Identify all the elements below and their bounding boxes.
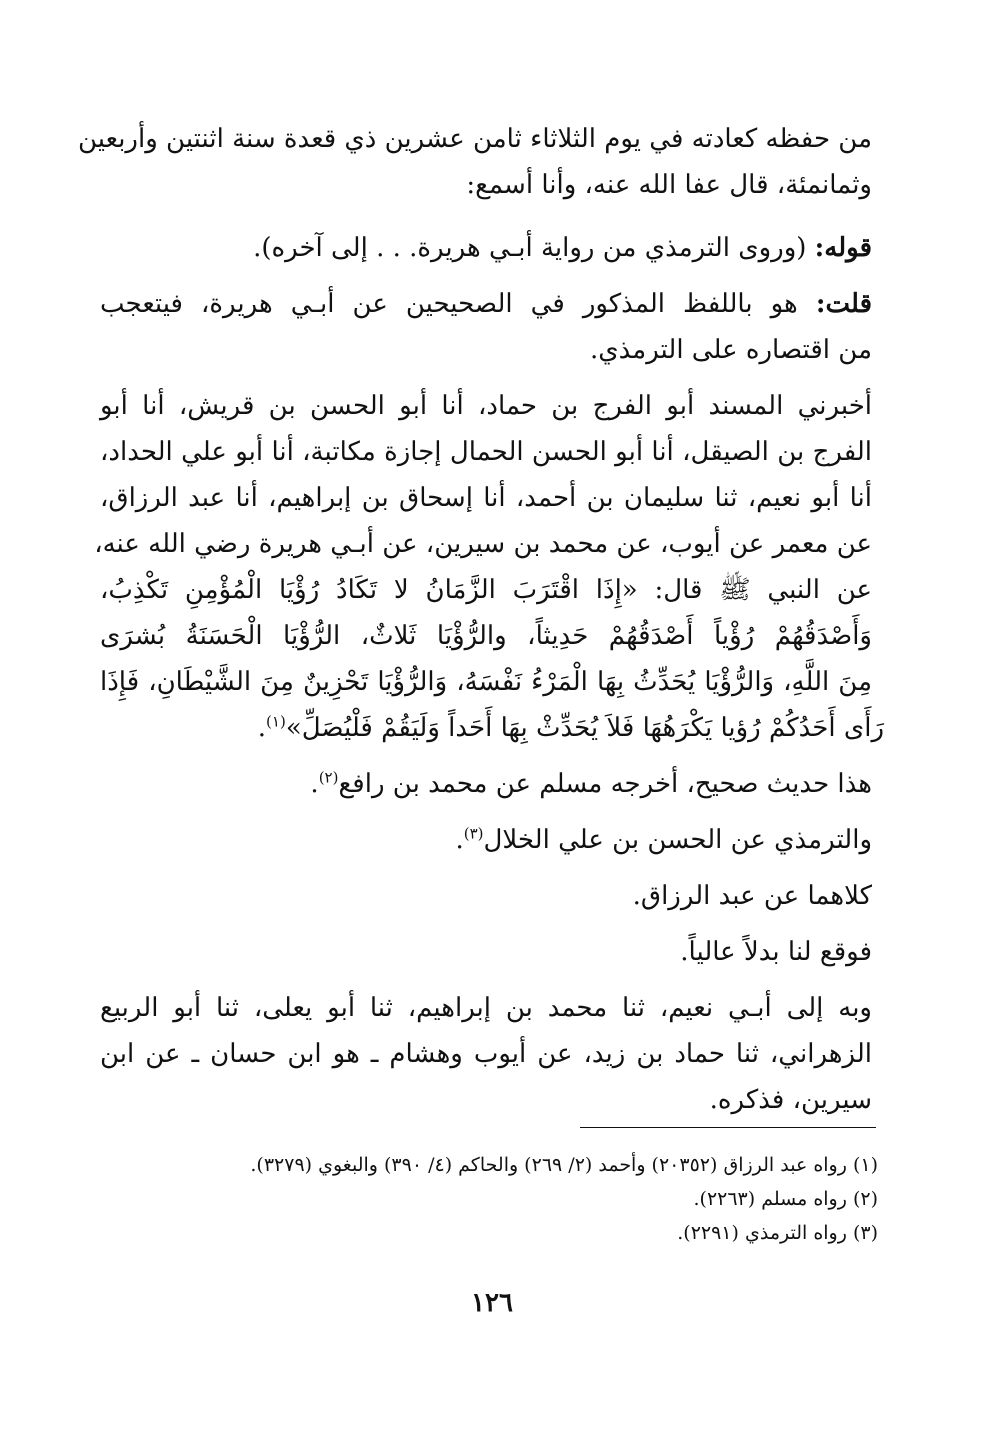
isnad1-line: عن معمر عن أيوب، عن محمد بن سيرين، عن أبـي هريرة رضي الله عنه،: [94, 529, 872, 559]
quote-line: [253, 226, 872, 270]
page-number: ١٢٦: [471, 1288, 513, 1318]
grading-line-4: فوقع لنا بدلاً عالياً.: [680, 937, 872, 967]
hadith-end-text: رَأَى أَحَدُكُمْ رُؤيا يَكْرَهُهَا فَلاَ يُحَدِّثْ بِهَا أَحَداً وَلَيَقُمْ فَلْيُصَلِّ»: [285, 713, 884, 743]
footnote-ref-3: (٣): [463, 824, 484, 843]
footnote-ref-2: (٢): [318, 768, 339, 787]
hadith-line: مِنَ اللَّهِ، وَالرُّؤْيَا يُحَدِّثُ بِهَا الْمَرْءُ نَفْسَهُ، وَالرُّؤْيَا تَحْزِينٌ مِنَ الشَّيْطَانِ، فَإِذَا: [100, 667, 872, 697]
isnad2-line: سيرين، فذكره.: [709, 1085, 872, 1115]
footnote-2: (٢) رواه مسلم (٢٢٦٣).: [693, 1188, 878, 1210]
grading-text-2: والترمذي عن الحسن بن علي الخلال: [483, 825, 872, 855]
period: .: [455, 825, 464, 855]
period: .: [257, 713, 267, 743]
isnad1-line: أنا أبو نعيم، ثنا سليمان بن أحمد، أنا إسحاق بن إبراهيم، أنا عبد الرزاق،: [100, 483, 872, 513]
comment-line-1: [100, 282, 872, 326]
quote-label: قوله:: [814, 233, 872, 263]
isnad1-line: أخبرني المسند أبو الفرج بن حماد، أنا أبو الحسن بن قريش، أنا أبو: [100, 391, 872, 421]
grading-line-3: كلاهما عن عبد الرزاق.: [632, 881, 872, 911]
intro-line-2: وثمانمئة، قال عفا الله عنه، وأنا أسمع:: [466, 170, 872, 200]
isnad2-line: الزهراني، ثنا حماد بن زيد، عن أيوب وهشام ـ هو ابن حسان ـ عن ابن: [100, 1039, 872, 1069]
footnote-1: (١) رواه عبد الرزاق (٢٠٣٥٢) وأحمد (٢/ ٢٦٩) والحاكم (٤/ ٣٩٠) والبغوي (٣٢٧٩).: [250, 1154, 878, 1176]
hadith-line: وَأَصْدَقُهُمْ رُؤْياً أَصْدَقُهُمْ حَدِيثاً، والرُّؤْيَا ثَلاثٌ، الرُّؤْيَا الْحَسَنَةُ بُشرَى: [100, 621, 872, 651]
hadith-line: عن النبي ﷺ قال: «إِذَا اقْتَرَبَ الزَّمَانُ لا تَكَادُ رُؤْيَا الْمُؤْمِنِ تَكْذِبُ،: [100, 575, 872, 605]
quote-text: (وروى الترمذي من رواية أبـي هريرة. . . إلى آخره).: [253, 233, 807, 263]
grading-text-1: هذا حديث صحيح، أخرجه مسلم عن محمد بن رافع: [338, 769, 872, 799]
grading-line-2: [455, 818, 872, 862]
comment-line-2: من اقتصاره على الترمذي.: [590, 335, 872, 365]
comment-text: هو باللفظ المذكور في الصحيحين عن أبـي هريرة، فيتعجب: [100, 289, 798, 319]
isnad1-line: الفرج بن الصيقل، أنا أبو الحسن الحمال إجازة مكاتبة، أنا أبو علي الحداد،: [100, 437, 872, 467]
isnad2-line: وبه إلى أبـي نعيم، ثنا محمد بن إبراهيم، ثنا أبو يعلى، ثنا أبو الربيع: [100, 993, 872, 1023]
period: .: [310, 769, 319, 799]
footnote-ref-1: (١): [266, 712, 286, 731]
intro-line-1: من حفظه كعادته في يوم الثلاثاء ثامن عشرين ذي قعدة سنة اثنتين وأربعين: [78, 124, 872, 154]
footnote-3: (٣) رواه الترمذي (٢٢٩١).: [677, 1222, 878, 1244]
hadith-last-line: [258, 706, 884, 750]
comment-label: قلت:: [815, 289, 873, 319]
footnote-divider: [580, 1127, 876, 1128]
grading-line-1: [310, 762, 872, 806]
